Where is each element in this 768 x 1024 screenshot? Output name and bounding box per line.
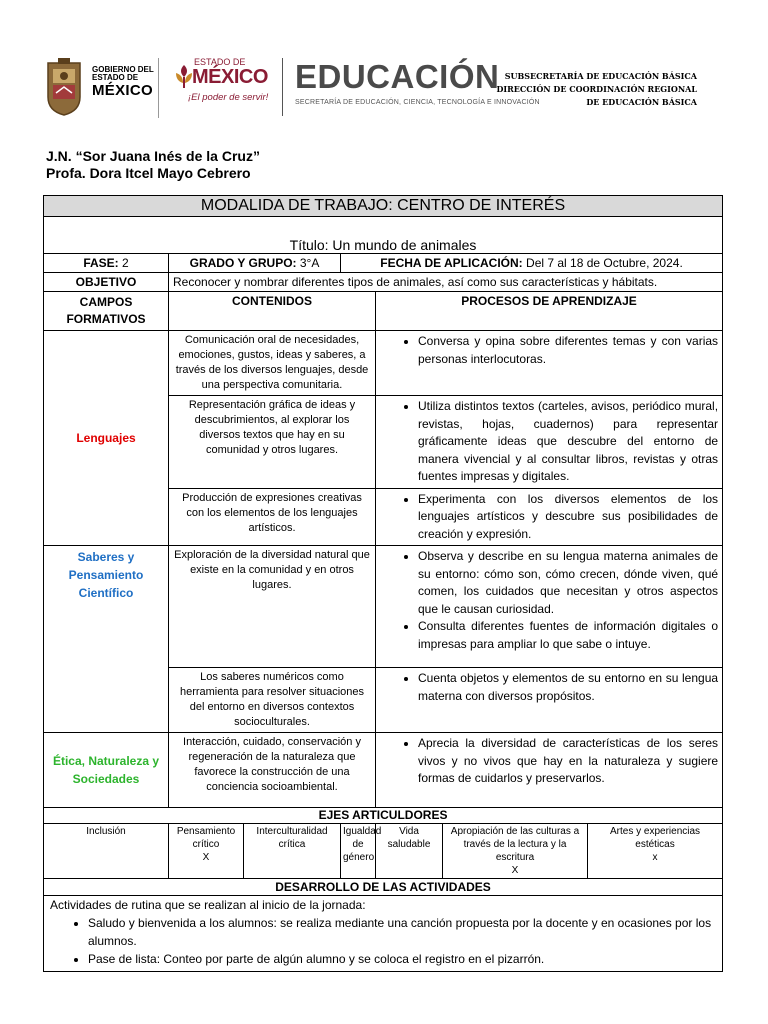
document-header [0,0,768,140]
rutina-item: • Pase de lista: Conteo por parte de algún alumno y se coloca el registro en el pizarrón. [88,950,716,968]
grado-cell [169,254,341,273]
contenido-cell: Producción de expresiones creativas con los elementos de los lenguajes artísticos. [169,488,376,546]
gov-line-3: MÉXICO [92,81,153,99]
rutina-intro: Actividades de rutina que se realizan al inicio de la jornada: [50,898,366,912]
campo-lenguajes [44,331,169,546]
objetivo-label: OBJETIVO [44,273,169,292]
rutina-cell [44,896,723,972]
eje-name: Vida saludable [387,826,431,850]
col-header-contenidos: CONTENIDOS [169,292,376,331]
gov-line-1: GOBIERNO DEL [92,65,154,74]
fecha-cell [341,254,723,273]
ejes-title: EJES ARTICULDORES [44,808,723,824]
edomex-logo [174,57,274,112]
col-header-procesos: PROCESOS DE APRENDIZAJE [376,292,723,331]
procesos-cell [376,488,723,546]
campo-etica [44,733,169,808]
col-header-campos: CAMPOS FORMATIVOS [44,292,169,331]
eje-cell [376,824,443,879]
proceso-item: • Conversa y opina sobre diferentes temas y con varias personas interlocutoras. [418,333,718,368]
objetivo-text: Reconocer y nombrar diferentes tipos de animales, así como sus características y hábitats. [169,273,723,292]
edomex-slogan: ¡El poder de servir! [188,92,269,103]
contenido-cell: Los saberes numéricos como herramienta para resolver situaciones del entorno en diversos contextos socioculturales. [169,668,376,733]
eje-mark: X [202,852,210,863]
state-government-wordmark [92,66,154,99]
eje-cell [244,824,341,879]
school-name: J.N. “Sor Juana Inés de la Cruz” [46,148,260,164]
state-coat-of-arms-icon [44,57,84,117]
fase-cell [44,254,169,273]
desarrollo-title: DESARROLLO DE LAS ACTIVIDADES [44,879,723,896]
campo-etica-label: Ética, Naturaleza y Sociedades [52,754,160,786]
eje-name: Artes y experiencias estéticas [610,826,701,850]
subsecretaria-line-1: SUBSECRETARÍA DE EDUCACIÓN BÁSICA [504,71,697,81]
contenido-cell: Comunicación oral de necesidades, emociones, gustos, ideas y saberes, a través de los diversos lenguajes, desde una perspectiva comunitaria. [169,331,376,396]
edomex-small-text: ESTADO DE [194,57,246,67]
procesos-cell [376,733,723,808]
school-info [46,148,260,182]
modality-heading: MODALIDA DE TRABAJO: CENTRO DE INTERÉS [44,196,723,217]
planning-table [43,195,723,972]
subsecretaria-line-2: DIRECCIÓN DE COORDINACIÓN REGIONAL [496,84,697,94]
eje-name: Apropiación de las culturas a través de la lectura y la escritura [450,826,580,863]
grado-label: GRADO Y GRUPO: [189,256,297,270]
edomex-big-text: MÉXICO [192,66,268,88]
header-divider [158,58,159,118]
header-divider-2 [282,58,283,116]
procesos-cell [376,396,723,489]
eje-name: Interculturalidad crítica [256,826,328,850]
eje-cell [341,824,382,879]
procesos-cell [376,331,723,396]
eje-cell [44,824,169,879]
subsecretaria-block [496,70,697,109]
plan-title: Título: Un mundo de animales [44,217,723,254]
eje-mark: x [652,852,658,863]
education-subtitle: SECRETARÍA DE EDUCACIÓN, CIENCIA, TECNOLOGÍA E INNOVACIÓN [295,99,540,106]
proceso-item: • Aprecia la diversidad de características de los seres vivos y no vivos que hay en la naturaleza y sugiere formas de cuidarlos y preservarlos. [418,735,718,788]
fecha-value: Del 7 al 18 de Octubre, 2024. [522,256,683,270]
gov-line-2: ESTADO DE [92,73,139,83]
grado-value: 3°A [296,256,320,270]
rutina-item: • Saludo y bienvenida a los alumnos: se realiza mediante una canción propuesta por la docente y en ocasiones por los alumnos. [88,914,716,950]
contenido-cell: Interacción, cuidado, conservación y regeneración de la naturaleza que favorece la construcción de una conciencia socioambiental. [169,733,376,808]
contenido-cell: Exploración de la diversidad natural que existe en la comunidad y en otros lugares. [169,546,376,668]
teacher-name: Profa. Dora Itcel Mayo Cebrero [46,165,251,181]
eje-name: Igualdad de género [343,826,382,863]
eje-cell [169,824,244,879]
proceso-item: • Experimenta con los diversos elementos de los lenguajes artísticos y descubre sus posibilidades de creación y expresión. [418,491,718,544]
eje-name: Pensamiento crítico [176,826,236,850]
eje-name: Inclusión [86,826,126,837]
fase-value: 2 [118,256,129,270]
eje-cell [443,824,588,879]
proceso-item: • Consulta diferentes fuentes de información digitales o impresas para ampliar lo que sabe o intuye. [418,618,718,653]
edomex-flower-icon [174,63,194,89]
eje-cell [588,824,723,879]
campo-saberes-label: Saberes y Pensamiento Científico [68,550,144,600]
education-title: EDUCACIÓN [295,58,500,95]
proceso-item: • Observa y describe en su lengua materna animales de su entorno: cómo son, cómo crecen, dónde viven, qué comen, los cuidados que necesitan y otros aspectos que le causan curiosidad. [418,548,718,618]
proceso-item: • Utiliza distintos textos (carteles, avisos, periódico mural, revistas, hojas, cuadernos) para representar gráficamente ideas que descubre del entorno de manera vivencial y al consultar libros, revistas y otras fuentes impresas y digitales. [418,398,718,486]
proceso-item: • Cuenta objetos y elementos de su entorno en su lengua materna con diversos propósitos. [418,670,718,705]
procesos-cell [376,668,723,733]
fecha-label: FECHA DE APLICACIÓN: [380,256,523,270]
campo-saberes [44,546,169,733]
campo-lenguajes-label: Lenguajes [76,431,136,445]
contenido-cell: Representación gráfica de ideas y descubrimientos, al explorar los diversos textos que hay en su comunidad y otros lugares. [169,396,376,489]
fase-label: FASE: [83,256,119,270]
procesos-cell [376,546,723,668]
eje-mark: X [511,865,519,876]
subsecretaria-line-3: DE EDUCACIÓN BÁSICA [586,97,697,107]
